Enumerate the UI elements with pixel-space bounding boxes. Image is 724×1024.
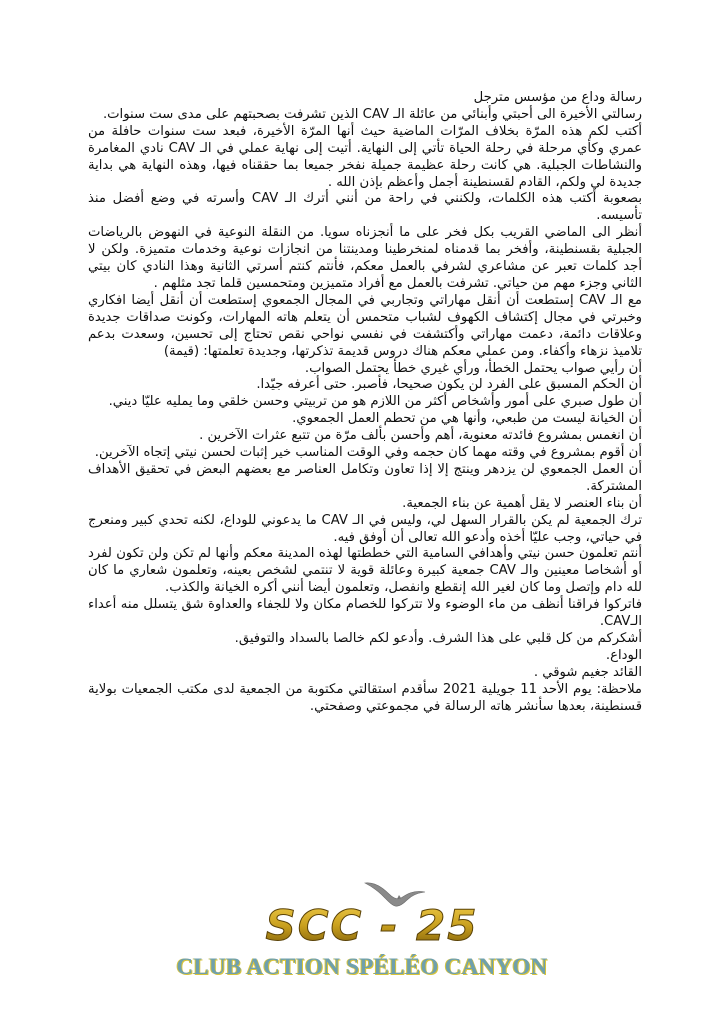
lesson-item: أن الحكم المسبق على الفرد لن يكون صحيحا، فأصبر. حتى أعرفه جيّدا.: [256, 377, 642, 393]
paragraph: أنتم تعلمون حسن نيتي وأهدافي السامية التي خططتها لهذه المدينة معكم وأنها لم تكن ولن تكون لفرد أو أشخاصا معينين والـ CAV جمعية كبيرة وعائلة قوية لا تنتمي لشخص بعينه، وتعلمون شعاري ما كان لله دام وإتصل وما كان لغير الله إنقطع وانفصل، وتعلمون أيضا أنني أكره الخيانة والكذب.: [88, 546, 642, 596]
letter-body: [88, 90, 642, 716]
lesson-item: أن بناء العنصر لا يقل أهمية عن بناء الجمعية.: [402, 495, 642, 511]
lesson-item: أن العمل الجمعوي لن يزدهر وينتج إلا إذا تعاون وتكامل العناصر مع بعضهم البعض في تحقيق الأهداف المشتركة.: [88, 461, 642, 494]
signature-line: القائد جغيم شوقي .: [533, 664, 642, 680]
lesson-item: أن الخيانة ليست من طبعي، وأنها هي من تحطم العمل الجمعوي.: [292, 411, 642, 427]
note-paragraph: ملاحظة: يوم الأحد 11 جويلية 2021 سأقدم استقالتي مكتوبة من الجمعية لدى مكتب الجمعيات بولاية قسنطينة، بعدها سأنشر هاته الرسالة في مجموعتي وصفحتي.: [88, 681, 642, 714]
lesson-item: أن رأيي صواب يحتمل الخطأ، ورأي غيري خطأ يحتمل الصواب.: [304, 360, 642, 376]
lesson-item: أن انغمس بمشروع فائدته معنوية، أهم وأحسن بألف مرّة من تتبع عثرات الآخرين .: [199, 428, 642, 444]
club-name: CLUB ACTION SPÉLÉO CANYON: [176, 954, 548, 979]
paragraph: ترك الجمعية لم يكن بالقرار السهل لي، وليس في الـ CAV ما يدعوني للوداع، لكنه تحدي كبير ومنعرج في حياتي، وجب عليّا أخذه وأدعو الله تعالى أن أوفق فيه.: [88, 512, 642, 545]
paragraph: أكتب لكم هذه المرّة بخلاف المرّات الماضية حيث أنها المرّة الأخيرة، فبعد ست سنوات حافلة من عمري وكأي مرحلة في رحلة الحياة تأتي إلى النهاية. أتيت إلى نهاية عملي في الـ CAV نادي المغامرة والنشاطات الجبلية. هي كانت رحلة عظيمة جميلة نفخر جميعا بما حققناه فيها، وهذه النهاية هي بداية جديدة لي ولكم، القادم لقسنطينة أجمل وأعظم بإذن الله .: [88, 123, 643, 190]
letter-title: رسالة وداع من مؤسس مترجل: [473, 90, 642, 105]
paragraph: رسالتي الأخيرة الى أحبتي وأبنائي من عائلة الـ CAV الذين تشرفت بصحبتهم على مدى ست سنوات.: [102, 106, 642, 122]
lesson-item: أن طول صبري على أمور وأشخاص أكثر من اللازم هو من تربيتي وحسن خلقي وما يمليه عليّا ديني.: [108, 394, 642, 410]
thanks-line: أشكركم من كل قلبي على هذا الشرف. وأدعو لكم خالصا بالسداد والتوفيق.: [234, 631, 642, 646]
scc-25-mark: [232, 902, 512, 946]
paragraph: بصعوبة أكتب هذه الكلمات، ولكنني في راحة من أنني أترك الـ CAV وأسرته في وضع أفضل منذ تأسيسه.: [88, 191, 642, 224]
club-logo: [0, 878, 724, 988]
paragraph: مع الـ CAV إستطعت أن أنقل مهاراتي وتجاربي في المجال الجمعوي إستطعت أن أنقل أيضا افكاري وخبرتي في مجال إكتشاف الكهوف لشباب متحمس أن يتعلم هاته المهارات، وكونت صداقات جديدة وعلاقات دائمة، دعمت مهاراتي وأكتشفت في نفسي نواحي نقص تحتاج إلى تحسين، وسعدت بدعم تلاميذ نزهاء وأكفاء. ومن عملي معكم هناك دروس قديمة تذكرتها، وجديدة تعلمتها: (قيمة): [88, 292, 642, 359]
logo-mark-text: SCC - 25: [265, 902, 479, 946]
lesson-item: أن أقوم بمشروع في وقته مهما كان حجمه وفي الوقت المناسب خير إثبات لحسن نيتي إتجاه الآخرين.: [94, 445, 642, 461]
farewell-line: الوداع.: [605, 647, 642, 663]
paragraph: أنظر الى الماضي القريب بكل فخر على ما أنجزناه سويا. من النقلة النوعية في النهوض بالرياضات الجبلية بقسنطينة، وأفخر بما قدمناه لمنخرطينا ومدينتنا من انجازات نوعية وخدمات متميزة. ولكن لا أجد كلمات تعبر عن مشاعري لشرفي بالعمل معكم، فأنتم كنتم أسرتي الثانية وهذا النادي كان بيتي الثاني وجزء مهم من حياتي. تشرفت بالعمل مع أفراد متميزين ومتحمسين قلما تجد مثلهم .: [88, 225, 642, 291]
paragraph: فاتركوا فراقنا أنظف من ماء الوضوء ولا تتركوا للخصام مكان ولا للجفاء والعداوة شق يتسلل منه أعداء الـCAV.: [88, 597, 642, 630]
